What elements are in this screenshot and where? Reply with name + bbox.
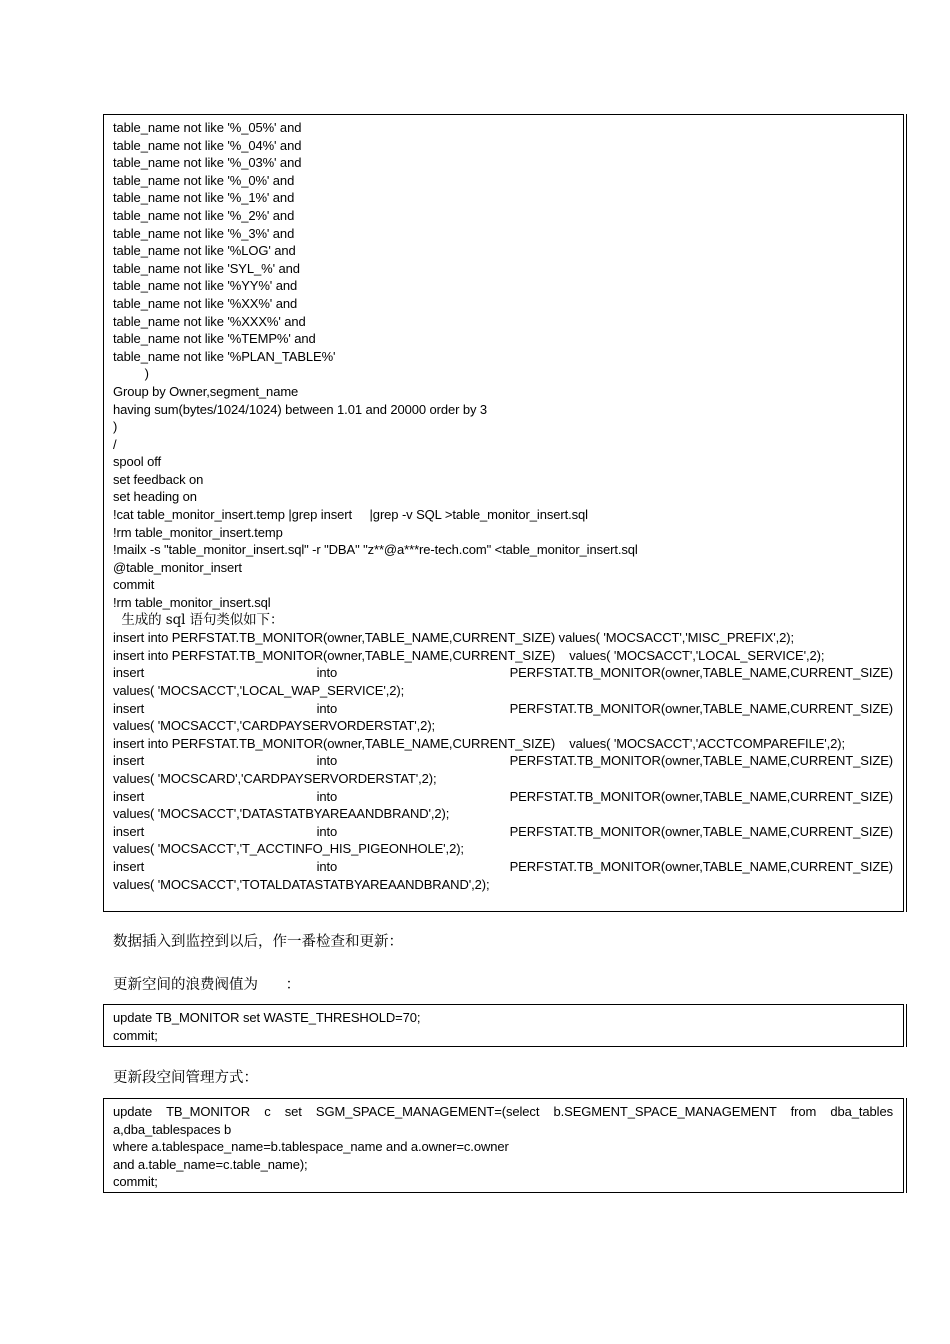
code-block-update-segment: [103, 1098, 904, 1193]
code-line: values( 'MOCSACCT','T_ACCTINFO_HIS_PIGEONHOLE',2);: [113, 841, 464, 857]
code-line: insert into PERFSTAT.TB_MONITOR(owner,TABLE_NAME,CURRENT_SIZE) values( 'MOCSACCT','LOCAL_SERVICE',2);: [113, 647, 825, 663]
code-line: table_name not like '%_03%' and: [113, 155, 302, 171]
code-line: table_name not like '%YY%' and: [113, 278, 298, 294]
code-line: table_name not like '%_2%' and: [113, 207, 295, 223]
paragraph-waste-threshold: 更新空间的浪费阀值为 ：: [113, 977, 301, 993]
code-line: and a.table_name=c.table_name);: [113, 1156, 308, 1172]
code-line: values( 'MOCSACCT','CARDPAYSERVORDERSTAT',2);: [113, 718, 436, 734]
code-line: commit;: [113, 1027, 158, 1043]
code-block-sql-script: [103, 114, 904, 912]
code-line: insert into PERFSTAT.TB_MONITOR(owner,TABLE_NAME,CURRENT_SIZE): [113, 858, 893, 874]
code-line: insert into PERFSTAT.TB_MONITOR(owner,TABLE_NAME,CURRENT_SIZE): [113, 823, 893, 839]
code-line: table_name not like '%XXX%' and: [113, 313, 306, 329]
paragraph-check-update: 数据插入到监控到以后，作一番检查和更新：: [113, 934, 403, 950]
code-line: commit;: [113, 1174, 158, 1190]
code-line: !mailx -s "table_monitor_insert.sql" -r "DBA" "z**@a***re-tech.com" <table_monitor_insert.sql: [113, 542, 638, 558]
code-line: a,dba_tablespaces b: [113, 1121, 232, 1137]
code-line: table_name not like '%PLAN_TABLE%': [113, 348, 336, 364]
code-line: values( 'MOCSCARD','CARDPAYSERVORDERSTAT',2);: [113, 770, 437, 786]
code-line: commit: [113, 577, 155, 593]
paragraph-segment-management: 更新段空间管理方式：: [113, 1070, 258, 1086]
code-line: values( 'MOCSACCT','TOTALDATASTATBYAREAANDBRAND',2);: [113, 876, 490, 892]
code-line: where a.tablespace_name=b.tablespace_name and a.owner=c.owner: [113, 1139, 509, 1155]
code-line: update TB_MONITOR set WASTE_THRESHOLD=70;: [113, 1010, 421, 1025]
code-line: values( 'MOCSACCT','LOCAL_WAP_SERVICE',2);: [113, 683, 405, 698]
code-line: insert into PERFSTAT.TB_MONITOR(owner,TABLE_NAME,CURRENT_SIZE): [113, 753, 893, 769]
code-line: table_name not like '%_05%' and: [113, 120, 302, 135]
code-line: insert into PERFSTAT.TB_MONITOR(owner,TABLE_NAME,CURRENT_SIZE): [113, 788, 893, 804]
code-line: insert into PERFSTAT.TB_MONITOR(owner,TABLE_NAME,CURRENT_SIZE): [113, 700, 893, 716]
code-line: update TB_MONITOR c set SGM_SPACE_MANAGEMENT=(select b.SEGMENT_SPACE_MANAGEMENT from dba_tables: [113, 1104, 893, 1119]
code-line: set heading on: [113, 489, 197, 505]
code-line: table_name not like '%_1%' and: [113, 190, 295, 206]
code-line: @table_monitor_insert: [113, 559, 242, 575]
code-line: ): [113, 366, 149, 382]
code-line: table_name not like '%_3%' and: [113, 225, 295, 241]
code-line: set feedback on: [113, 471, 204, 487]
code-line: !rm table_monitor_insert.temp: [113, 524, 283, 540]
code-line: table_name not like '%TEMP%' and: [113, 331, 316, 347]
code-line: table_name not like '%_0%' and: [113, 172, 295, 188]
code-line: !cat table_monitor_insert.temp |grep insert |grep -v SQL >table_monitor_insert.sql: [113, 507, 588, 523]
code-line: ): [113, 419, 118, 435]
code-line: /: [113, 436, 117, 452]
code-line: insert into PERFSTAT.TB_MONITOR(owner,TABLE_NAME,CURRENT_SIZE) values( 'MOCSACCT','MISC_PREFIX',2);: [113, 630, 794, 646]
code-block-update-threshold: [103, 1004, 904, 1047]
code-line: !rm table_monitor_insert.sql: [113, 595, 271, 611]
code-line: table_name not like '%_04%' and: [113, 137, 302, 153]
code-line: Group by Owner,segment_name: [113, 383, 299, 399]
code-line: table_name not like '%LOG' and: [113, 243, 296, 259]
code-line: table_name not like '%XX%' and: [113, 295, 298, 311]
code-line: values( 'MOCSACCT','DATASTATBYAREAANDBRAND',2);: [113, 806, 450, 822]
code-line: table_name not like 'SYL_%' and: [113, 260, 300, 276]
code-line: insert into PERFSTAT.TB_MONITOR(owner,TABLE_NAME,CURRENT_SIZE) values( 'MOCSACCT','ACCTCOMPAREFILE',2);: [113, 735, 846, 751]
code-line: spool off: [113, 454, 162, 470]
code-line: 生成的 sql 语句类似如下：: [113, 611, 284, 628]
code-line: insert into PERFSTAT.TB_MONITOR(owner,TABLE_NAME,CURRENT_SIZE): [113, 665, 893, 681]
code-line: having sum(bytes/1024/1024) between 1.01 and 20000 order by 3: [113, 401, 488, 417]
